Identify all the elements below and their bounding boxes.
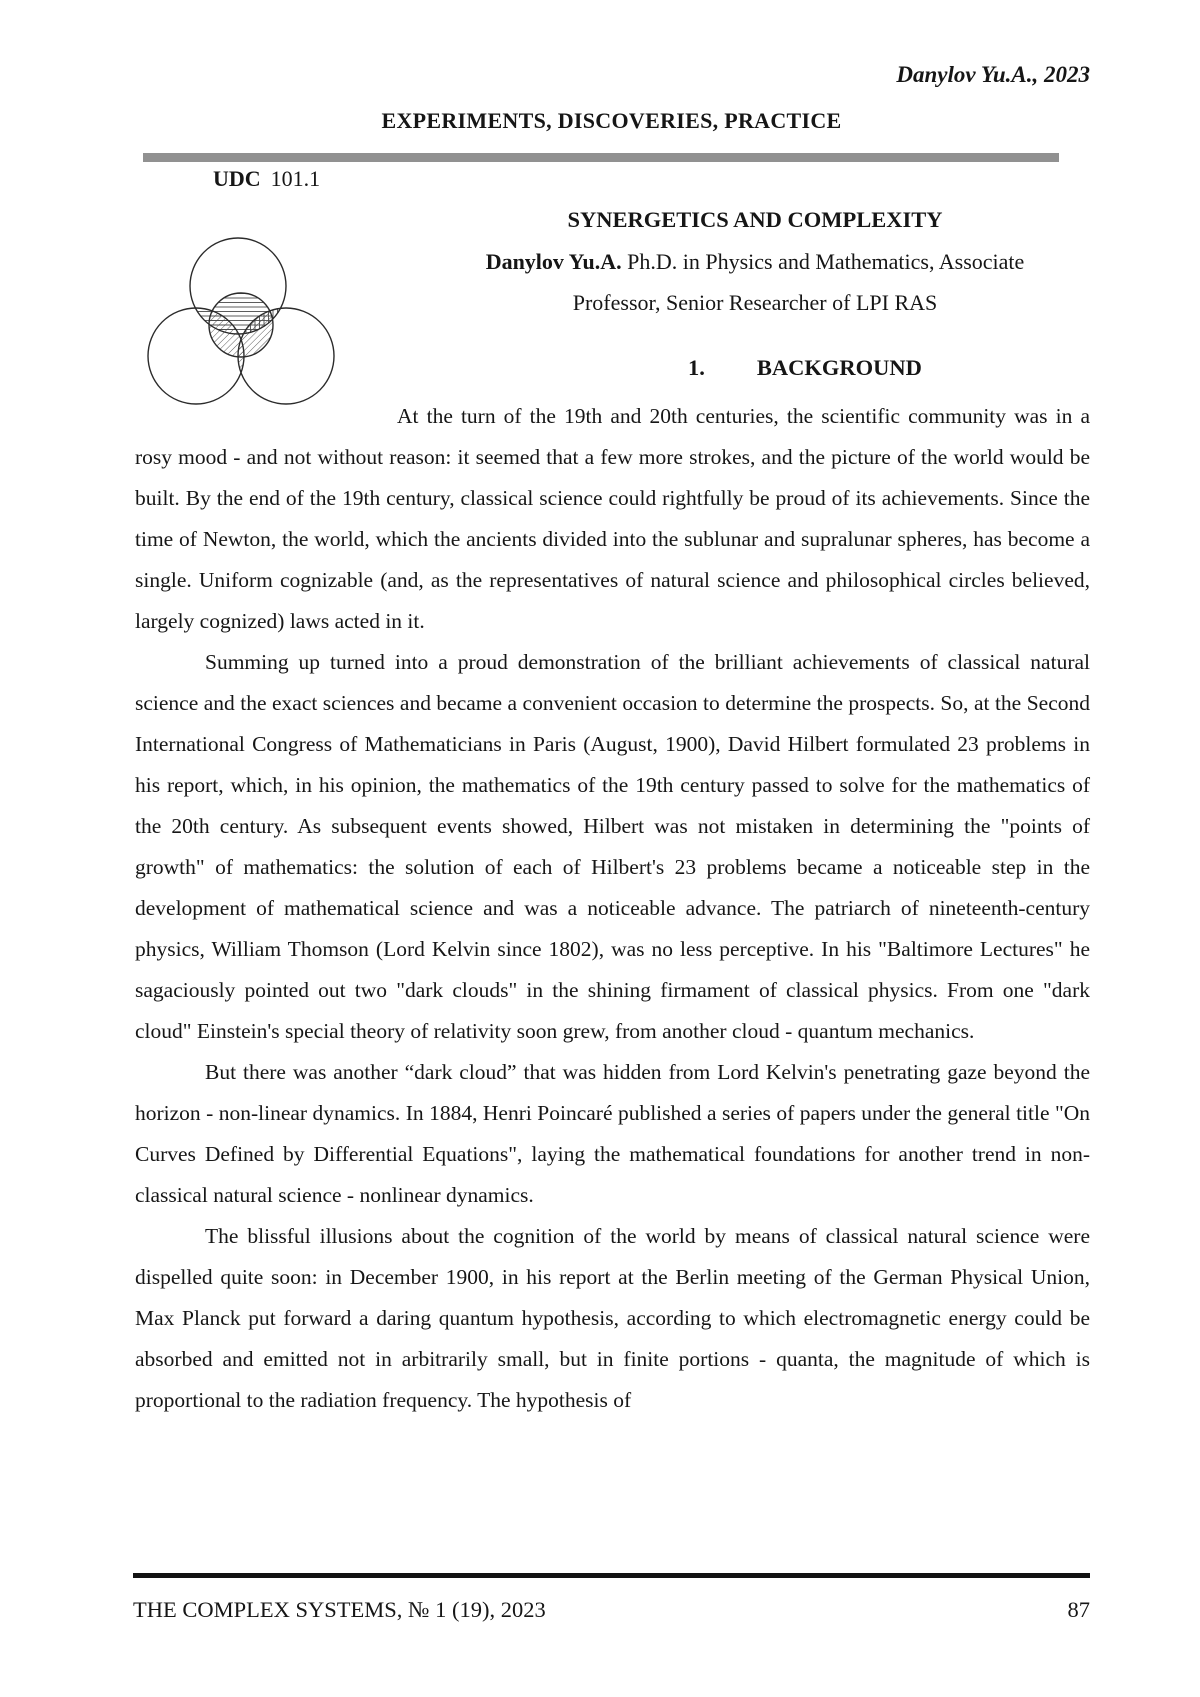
udc-line <box>213 166 320 192</box>
four-circles-logo-svg <box>145 233 341 415</box>
section-number: 1. <box>688 355 705 380</box>
body-paragraph: At the turn of the 19th and 20th centuries, the scientific community was in a rosy mood - and not without reason: it seemed that a few more strokes, and the picture of the world would be built. By the end of the 19th century, classical science could rightfully be proud of its achievements. Since the time of Newton, the world, which the ancients divided into the sublunar and supralunar spheres, has become a single. Uniform cognizable (and, as the representatives of natural science and philosophical circles believed, largely cognized) laws acted in it. <box>135 404 1090 633</box>
section-banner: EXPERIMENTS, DISCOVERIES, PRACTICE <box>381 108 842 133</box>
divider-bar <box>143 153 1059 162</box>
article-title: SYNERGETICS AND COMPLEXITY <box>567 207 943 232</box>
author-credentials: Ph.D. in Physics and Mathematics, Associate <box>621 249 1025 274</box>
author-line-1 <box>420 249 1090 275</box>
page-number: 87 <box>1067 1597 1090 1622</box>
journal-title: THE COMPLEX SYSTEMS, № 1 (19), 2023 <box>133 1597 546 1622</box>
section-title: BACKGROUND <box>756 355 922 380</box>
author-line-2: Professor, Senior Researcher of LPI RAS <box>572 290 938 315</box>
article-body <box>135 396 1090 1421</box>
udc-number: 101.1 <box>270 166 321 191</box>
body-paragraph: But there was another “dark cloud” that was hidden from Lord Kelvin's penetrating gaze beyond the horizon - non-linear dynamics. In 1884, Henri Poincaré published a series of papers under the general title "On Curves Defined by Differential Equations", laying the mathematical foundations for another trend in non-classical natural science - nonlinear dynamics. <box>135 1060 1090 1207</box>
udc-label: UDC <box>213 166 261 191</box>
section-heading <box>420 355 1090 381</box>
four-circles-logo-icon <box>145 233 341 415</box>
body-paragraph: Summing up turned into a proud demonstration of the brilliant achievements of classical natural science and the exact sciences and became a convenient occasion to determine the prospects. So, at the Second International Congress of Mathematicians in Paris (August, 1900), David Hilbert formulated 23 problems in his report, which, in his opinion, the mathematics of the 19th century passed to solve for the mathematics of the 20th century. As subsequent events showed, Hilbert was not mistaken in determining the "points of growth" of mathematics: the solution of each of Hilbert's 23 problems became a noticeable step in the development of mathematical science and was a noticeable advance. The patriarch of nineteenth-century physics, William Thomson (Lord Kelvin since 1802), was no less perceptive. In his "Baltimore Lectures" he sagaciously pointed out two "dark clouds" in the shining firmament of classical physics. From one "dark cloud" Einstein's special theory of relativity soon grew, from another cloud - quantum mechanics. <box>135 650 1090 1043</box>
author-name: Danylov Yu.A. <box>485 249 622 274</box>
body-paragraph: The blissful illusions about the cognition of the world by means of classical natural science were dispelled quite soon: in December 1900, in his report at the Berlin meeting of the German Physical Union, Max Planck put forward a daring quantum hypothesis, according to which electromagnetic energy could be absorbed and emitted not in arbitrarily small, but in finite portions - quanta, the magnitude of which is proportional to the radiation frequency. The hypothesis of <box>135 1224 1090 1412</box>
running-head: Danylov Yu.A., 2023 <box>896 62 1090 87</box>
footer-row <box>133 1597 1090 1623</box>
footer-rule <box>133 1573 1090 1578</box>
